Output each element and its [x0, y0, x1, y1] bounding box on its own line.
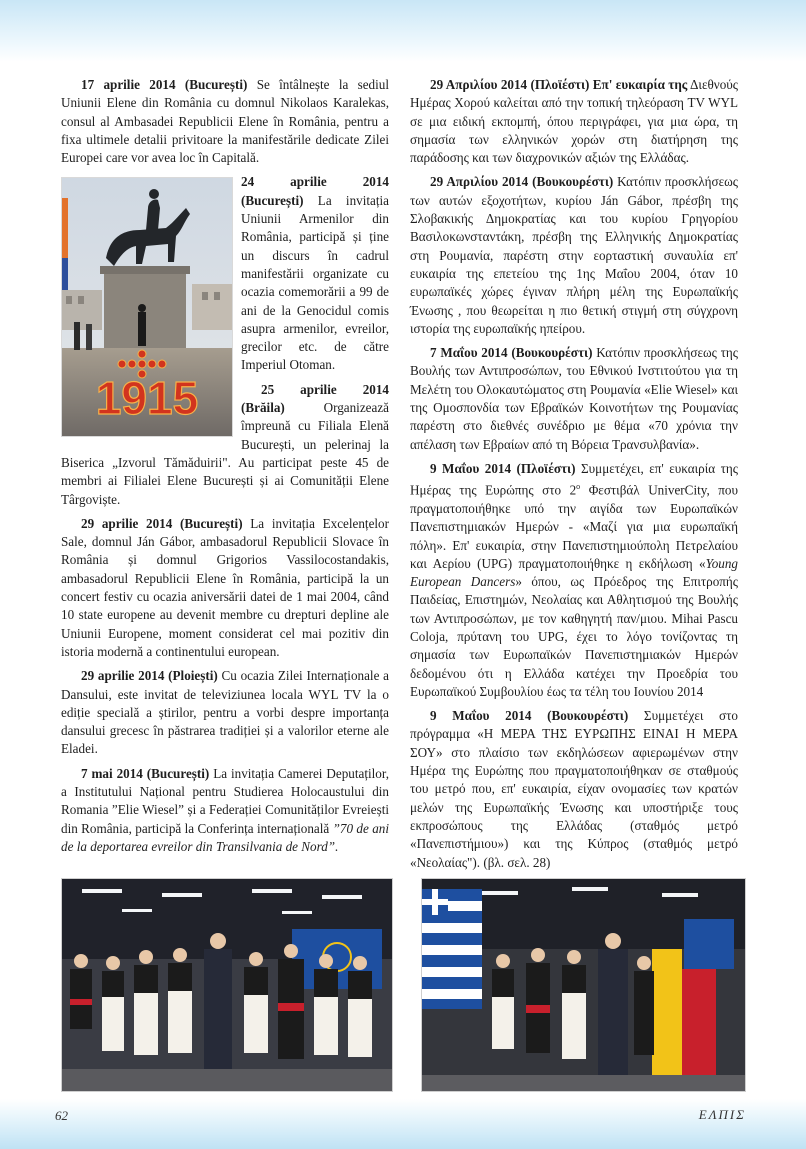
- event-name: Young European Dancers: [410, 555, 738, 590]
- entry-text: Κατόπιν προσκλήσεως των αυτών εξοχοτήτων, κυρίου Ján Gábor, πρέσβη της Σλοβακικής Δημοκρατίας και του κυρίου Γρηγορίου Βασιλοκωνσταντάκη, πρέσβη της Ελληνικής Δημοκρατίας στη Ρουμανία, παρέστη στην εορταστική συναυλία επ' ευκαιρία της επετείου της 1ης Μαΐου 2004, όταν 10 ευρωπαϊκές χώρες έγιναν πλήρη μέλη της Ευρωπαϊκής Ένωσης , που θεωρείται η πιο θετική στιγμή στη σύγχρονη ιστορία της ευρωπαϊκής ηπείρου.: [410, 174, 738, 336]
- conference-title: ”70 de ani de la deportarea evreilor din Transilvania de Nord”.: [61, 820, 389, 854]
- entry-text: Συμμετέχει, επ' ευκαιρία της Ημέρας της Ευρώπης στο 2: [410, 460, 738, 498]
- dancers-photo-left: [61, 878, 393, 1092]
- entry-text: Se întâlnește la sediul Uniunii Elene din România cu domnul Nikolaos Karalekas, consul al Ambasadei Republicii Elene în România, pentru a fixa ultimele detalii privitoare la manifestările dedicate Zilei Europei care vor avea loc în Capitală.: [61, 77, 389, 166]
- entry-date: 24 aprilie 2014 (București): [241, 174, 389, 208]
- romanian-flag: [652, 949, 716, 1091]
- entry-text: Διεθνούς Ημέρας Χορού καλείται από την τοπική τηλεόραση TV WYL σε μια ειδική εκπομπή, όπου περιγράφει, για μια ώρα, τη σημασία των ελληνικών χορών στη διατήρηση της παράδοσης και των διαχρονικών αξιών της Ελλάδας.: [410, 77, 738, 166]
- monument-photo: [61, 177, 233, 437]
- entry-29-apriliou-voukouresti: [410, 173, 738, 338]
- entry-date: 7 Μαΐου 2014 (Βουκουρέστι): [430, 345, 593, 361]
- entry-text: Συμμετέχει στο πρόγραμμα «Η ΜΕΡΑ ΤΗΣ ΕΥΡΩΠΗΣ ΕΙΝΑΙ Η ΜΕΡΑ ΣΟΥ» στο πλαίσιο των εκδηλώσεων αφιερωμένων στην Ημέρα της Ευρώπης που πραγματοποιήθηκαν σε σταθμούς του μετρό που, επ' ευκαιρία, είχαν ονομασίες των κρατών μελών της Ευρωπαϊκής Ένωσης και υποστήριξε τους εκπροσώπους της Ελλάδας (σταθμός μετρό «Πανεπιστήμιου») και της Κύπρος (σταθμός μετρό «Νεολαίας"). (βλ. σελ. 28): [410, 708, 738, 870]
- footer-band: [0, 1099, 806, 1149]
- superscript-o: ο: [576, 482, 581, 492]
- entry-9-maiou-ploiesti: [410, 460, 738, 701]
- entry-date: 7 mai 2014 (București): [81, 765, 210, 781]
- entry-text: Κατόπιν προσκλήσεως της Βουλής των Αντιπροσώπων, του Εθνικού Ινστιτούτου για τη Μελέτη του Ολοκαυτώματος στη Ρουμανία «Elie Wiesel» και της Ομοσπονδία των Εβραϊκών Κοινοτήτων της Ρουμανίας παρέστη στο διεθνές συνέδριο με θέμα «70 χρόνια την απέλαση των Εβραίων από τη Βόρεια Τρανσυλβανία».: [410, 345, 738, 452]
- dancers-photo-right: [421, 878, 746, 1092]
- greek-flag: [422, 889, 482, 1009]
- entry-date: 29 Απριλίου 2014 (Βουκουρέστι): [430, 174, 614, 190]
- entry-date: 29 aprilie 2014 (Ploiești): [81, 668, 218, 684]
- left-column: [61, 76, 389, 862]
- entry-text: Organizează împreună cu Filiala Elenă București, un pelerinaj la Biserica „Izvorul Tămăduirii". Au participat peste 45 de membri ai Filialei Elene București și ai Comunității Elene Târgoviște.: [61, 400, 389, 507]
- entry-29-apriliou-ploiesti: [410, 76, 738, 167]
- entry-date: 9 Μαΐου 2014 (Πλοϊέστι): [430, 460, 576, 476]
- entry-17-aprilie: [61, 76, 389, 167]
- entry-text: » όπου, ως Πρόεδρος της Επιτροπής Παιδείας, Επιστημών, Νεολαίας και Αθλητισμού της Βουλής των Αντιπροσώπων, με τον καθηγητή παν/μιου. Mihai Pascu Coloja, πρύτανη του UPG, έχει το λόγο τονίζοντας τη σημασία των Ευρωπαϊκών Πανεπιστημιακών Ημερών δεδομένου ότι η Ελλάδα κατέχει την Προεδρία του Ευρωπαϊκού Συμβουλίου έως τα τέλη του Ιουνίου 2014: [410, 574, 738, 699]
- entry-date: 29 aprilie 2014 (București): [81, 515, 243, 531]
- entry-date: 29 Απριλίου 2014 (Πλοϊέστι) Επ' ευκαιρία της: [430, 77, 688, 92]
- entry-7-maiou: [410, 344, 738, 454]
- entry-29-aprilie-ploiesti: [61, 667, 389, 758]
- dancers-flags-image: [422, 879, 745, 1091]
- entry-text: Cu ocazia Zilei Internaționale a Dansului, este invitat de televiziunea locala WYL TV la o ediție specială a știrilor, pentru a vorbi despre importanța dansului grecesc în păstrarea tradiției și a valorilor eterne ale Eladei.: [61, 668, 389, 757]
- entry-text: Φεστιβάλ UniverCity, που πραγματοποιήθηκε υπό την αιγίδα των Ευρωπαϊκών Πανεπιστημιακών Ημερών - «Μαζί για μια ευρωπαϊκή πόλη». Επ' ευκαιρία, στην Πανεπιστημιούπολη Πετρελαίου και Αερίου (UPG) πραγματοποιήθηκε η εκδήλωση «: [410, 482, 738, 571]
- equestrian-statue-image: [62, 178, 232, 436]
- page-number: 62: [55, 1108, 68, 1123]
- candles-number: 1915: [95, 372, 199, 425]
- right-column: [410, 76, 738, 878]
- entry-text: La invitația Uniunii Armenilor din România, participă și ține un discurs în cadrul manifestării organizate cu ocazia comemorării a 99 de ani de la Genocidul comis asupra armenilor, evreilor, grecilor etc. de către Imperiul Otoman.: [241, 192, 389, 373]
- entry-7-mai: [61, 765, 389, 856]
- entry-date: 25 aprilie 2014 (Brăila): [241, 381, 389, 416]
- dancers-metro-image: [62, 879, 392, 1091]
- magazine-title: ΕΛΠΙΣ: [698, 1107, 746, 1122]
- header-band: [0, 0, 806, 62]
- entry-9-maiou-voukouresti: [410, 707, 738, 872]
- entry-date: 9 Μαΐου 2014 (Βουκουρέστι): [430, 708, 629, 724]
- entry-29-aprilie-bucuresti: [61, 515, 389, 661]
- entry-date: 17 aprilie 2014 (București): [81, 77, 248, 92]
- entry-text: La invitația Camerei Deputaților, a Institutului Național pentru Studierea Holocaustului din Romania ”Elie Wiesel” și a Federației Comunităților Evreiești din România, participă la Conferința internațională: [61, 765, 389, 836]
- entry-text: La invitația Excelențelor Sale, domnul Ján Gábor, ambasadorul Republicii Slovace în România și domnul Grigorios Vassilocostandakis, ambasadorul Republicii Elene în România, participă la un concert festiv cu ocazia aniversării datei de 1 mai 2004, când 10 state europene au devenit membre cu drepturi depline ale Uniunii Europene, moment considerat cel mai pozitiv din istoria modernă a continentului european.: [61, 515, 390, 659]
